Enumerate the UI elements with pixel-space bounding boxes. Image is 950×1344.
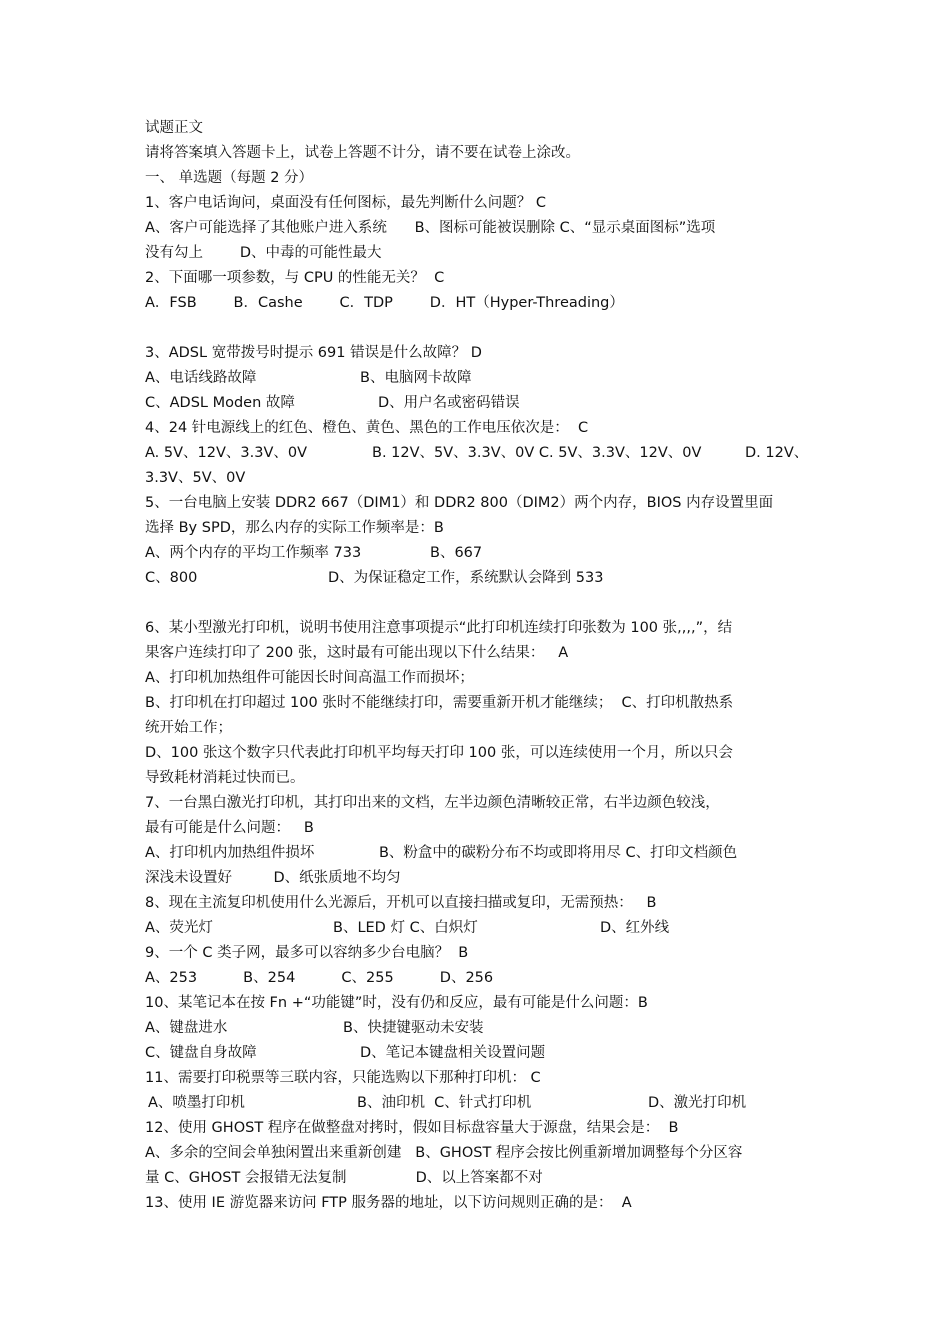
question-8-option-bc: B、LED 灯 C、白炽灯	[333, 920, 478, 936]
question-4: 4、24 针电源线上的红色、橙色、黄色、黑色的工作电压依次是： C	[145, 420, 589, 436]
question-6-cont: 果客户连续打印了 200 张，这时最有可能出现以下什么结果： A	[145, 645, 569, 661]
question-4-option-d: D. 12V、	[745, 445, 809, 461]
question-4-option-d-cont: 3.3V、5V、0V	[145, 470, 246, 486]
question-9-options: A、253 B、254 C、255 D、256	[145, 970, 494, 986]
question-5: 5、一台电脑上安装 DDR2 667（DIM1）和 DDR2 800（DIM2）两个内存，BIOS 内存设置里面	[145, 495, 774, 511]
question-5-option-c: C、800	[145, 570, 198, 586]
instruction: 请将答案填入答题卡上，试卷上答题不计分，请不要在试卷上涂改。	[145, 145, 580, 161]
question-3-option-c: C、ADSL Moden 故障	[145, 395, 295, 411]
question-10-option-c: C、键盘自身故障	[145, 1045, 257, 1061]
question-6-option-a: A、打印机加热组件可能因长时间高温工作而损坏；	[145, 670, 474, 686]
question-6-option-d-cont: 导致耗材消耗过快而已。	[145, 770, 305, 786]
question-6-option-d: D、100 张这个数字只代表此打印机平均每天打印 100 张，可以连续使用一个月，所以只会	[145, 745, 733, 761]
question-11-option-a: A、喷墨打印机	[148, 1095, 245, 1111]
question-7-options-cont: 深浅未设置好 D、纸张质地不均匀	[145, 870, 401, 886]
question-1: 1、客户电话询问，桌面没有任何图标，最先判断什么问题？ C	[145, 195, 546, 211]
section-heading: 一、 单选题（每题 2 分）	[145, 170, 314, 186]
question-4-option-bc: B. 12V、5V、3.3V、0V C. 5V、3.3V、12V、0V	[372, 445, 702, 461]
question-5-cont: 选择 By SPD，那么内存的实际工作频率是：B	[145, 520, 444, 536]
question-10-option-a: A、键盘进水	[145, 1020, 228, 1036]
question-12-options: A、多余的空间会单独闲置出来重新创建 B、GHOST 程序会按比例重新增加调整每个分区容	[145, 1145, 743, 1161]
question-6-option-c-cont: 统开始工作；	[145, 720, 232, 736]
question-2: 2、下面哪一项参数，与 CPU 的性能无关？ C	[145, 270, 445, 286]
question-3-option-b: B、电脑网卡故障	[360, 370, 472, 386]
question-12: 12、使用 GHOST 程序在做整盘对拷时，假如目标盘容量大于源盘，结果会是： B	[145, 1120, 679, 1136]
question-6-option-b: B、打印机在打印超过 100 张时不能继续打印，需要重新开机才能继续； C、打印机散热系	[145, 695, 734, 711]
question-3-option-d: D、用户名或密码错误	[378, 395, 520, 411]
question-8-option-d: D、红外线	[600, 920, 670, 936]
question-2-options: A．FSB B．Cashe C．TDP D．HT（Hyper-Threading）	[145, 295, 624, 311]
question-1-options-cont: 没有勾上 D、中毒的可能性最大	[145, 245, 382, 261]
question-5-option-b: B、667	[430, 545, 483, 561]
question-8-option-a: A、荧光灯	[145, 920, 213, 936]
question-4-option-a: A. 5V、12V、3.3V、0V	[145, 445, 308, 461]
doc-title: 试题正文	[145, 120, 203, 136]
question-7-cont: 最有可能是什么问题： B	[145, 820, 314, 836]
question-11-option-bc: B、油印机 C、针式打印机	[357, 1095, 532, 1111]
question-5-option-a: A、两个内存的平均工作频率 733	[145, 545, 362, 561]
question-11: 11、需要打印税票等三联内容，只能选购以下那种打印机： C	[145, 1070, 541, 1086]
question-5-option-d: D、为保证稳定工作，系统默认会降到 533	[328, 570, 604, 586]
question-8: 8、现在主流复印机使用什么光源后，开机可以直接扫描或复印，无需预热： B	[145, 895, 657, 911]
question-7-options: A、打印机内加热组件损坏 B、粉盒中的碳粉分布不均或即将用尽 C、打印文档颜色	[145, 845, 738, 861]
question-10: 10、某笔记本在按 Fn +“功能键”时，没有仍和反应，最有可能是什么问题：B	[145, 995, 648, 1011]
question-6: 6、某小型激光打印机，说明书使用注意事项提示“此打印机连续打印张数为 100 张,,,,”，结	[145, 620, 733, 636]
question-10-option-d: D、笔记本键盘相关设置问题	[360, 1045, 546, 1061]
question-3: 3、ADSL 宽带拨号时提示 691 错误是什么故障？ D	[145, 345, 482, 361]
question-12-options-cont: 量 C、GHOST 会报错无法复制 D、以上答案都不对	[145, 1170, 543, 1186]
question-11-option-d: D、激光打印机	[648, 1095, 747, 1111]
question-1-options: A、客户可能选择了其他账户进入系统 B、图标可能被误删除 C、“显示桌面图标”选项	[145, 220, 716, 236]
question-13: 13、使用 IE 游览器来访问 FTP 服务器的地址，以下访问规则正确的是： A	[145, 1195, 632, 1211]
question-10-option-b: B、快捷键驱动未安装	[343, 1020, 484, 1036]
question-7: 7、一台黑白激光打印机，其打印出来的文档，左半边颜色清晰较正常，右半边颜色较浅，	[145, 795, 720, 811]
question-9: 9、一个 C 类子网，最多可以容纳多少台电脑？ B	[145, 945, 469, 961]
question-3-option-a: A、电话线路故障	[145, 370, 257, 386]
